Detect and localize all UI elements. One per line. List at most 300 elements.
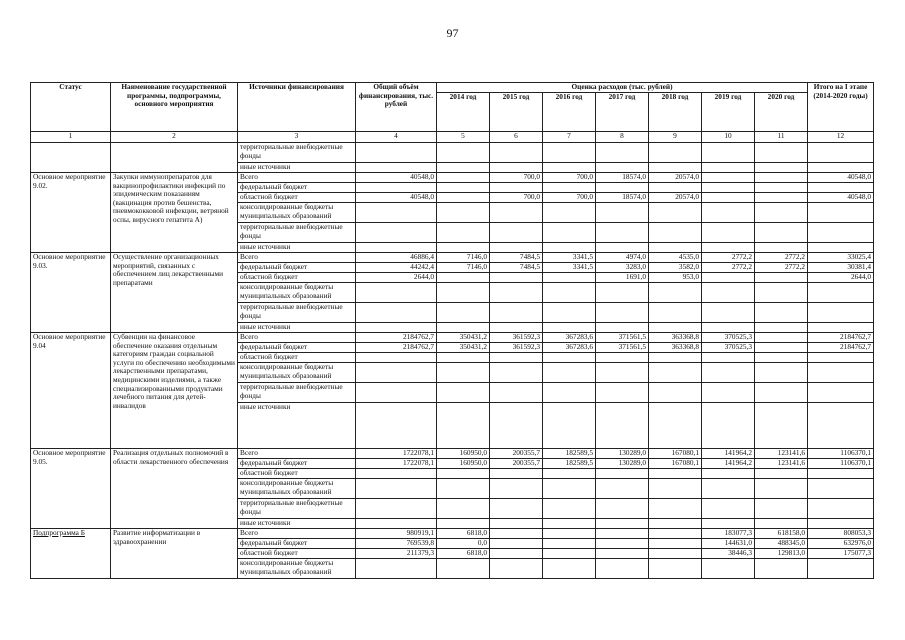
year-value-cell <box>543 383 596 403</box>
stage-total-cell <box>808 163 874 173</box>
year-value-cell <box>596 383 649 403</box>
total-cell <box>356 203 437 223</box>
year-value-cell: 1691,0 <box>596 273 649 283</box>
year-value-cell <box>649 559 702 579</box>
total-cell: 2184762,7 <box>356 333 437 343</box>
year-value-cell <box>543 243 596 253</box>
status-cell <box>31 143 111 173</box>
total-cell <box>356 469 437 479</box>
year-value-cell <box>437 203 490 223</box>
year-value-cell <box>490 383 543 403</box>
year-value-cell <box>755 403 808 449</box>
year-value-cell: 20574,0 <box>649 173 702 183</box>
source-cell: иные источники <box>238 403 356 449</box>
year-value-cell <box>437 243 490 253</box>
year-value-cell <box>490 283 543 303</box>
year-value-cell <box>543 143 596 163</box>
column-number: 9 <box>649 132 702 143</box>
year-value-cell <box>437 559 490 579</box>
source-cell: Всего <box>238 333 356 343</box>
column-number: 4 <box>356 132 437 143</box>
year-value-cell <box>437 353 490 363</box>
stage-total-cell: 1106370,1 <box>808 459 874 469</box>
header-year: 2019 год <box>702 93 755 132</box>
year-value-cell <box>596 559 649 579</box>
table-row <box>31 253 874 263</box>
year-value-cell <box>437 363 490 383</box>
year-value-cell <box>596 539 649 549</box>
year-value-cell <box>755 479 808 499</box>
year-value-cell <box>596 223 649 243</box>
source-cell: областной бюджет <box>238 353 356 363</box>
stage-total-cell <box>808 559 874 579</box>
measure-name-cell: Субвенции на финансовое обеспечение оказания отдельным категориям граждан социальной услуги по обеспечению необходимыми лекарственными препаратами, медицинскими изделиями, а также специализированными продуктами лечебного питания для детей-инвалидов <box>111 333 238 449</box>
stage-total-cell <box>808 183 874 193</box>
year-value-cell <box>543 203 596 223</box>
stage-total-cell: 2184762,7 <box>808 333 874 343</box>
year-value-cell <box>755 243 808 253</box>
year-value-cell <box>437 283 490 303</box>
year-value-cell <box>702 163 755 173</box>
year-value-cell: 3582,0 <box>649 263 702 273</box>
year-value-cell: 182589,5 <box>543 459 596 469</box>
source-cell: территориальные внебюджетные фонды <box>238 223 356 243</box>
stage-total-cell: 1106370,1 <box>808 449 874 459</box>
source-cell: Всего <box>238 529 356 539</box>
source-cell: Всего <box>238 253 356 263</box>
stage-total-cell <box>808 469 874 479</box>
year-value-cell <box>755 203 808 223</box>
year-value-cell <box>437 383 490 403</box>
year-value-cell: 4974,0 <box>596 253 649 263</box>
year-value-cell <box>543 363 596 383</box>
total-cell <box>356 323 437 333</box>
year-value-cell <box>490 243 543 253</box>
year-value-cell <box>437 143 490 163</box>
year-value-cell <box>702 223 755 243</box>
total-cell <box>356 283 437 303</box>
year-value-cell <box>755 183 808 193</box>
year-value-cell <box>755 353 808 363</box>
year-value-cell: 6818,0 <box>437 529 490 539</box>
total-cell <box>356 143 437 163</box>
year-value-cell: 700,0 <box>543 193 596 203</box>
year-value-cell <box>702 183 755 193</box>
stage-total-cell <box>808 243 874 253</box>
year-value-cell <box>490 353 543 363</box>
total-cell: 44242,4 <box>356 263 437 273</box>
year-value-cell <box>702 273 755 283</box>
stage-total-cell <box>808 403 874 449</box>
page-number: 97 <box>446 26 459 40</box>
year-value-cell: 7484,5 <box>490 263 543 273</box>
year-value-cell <box>543 323 596 333</box>
source-cell: территориальные внебюджетные фонды <box>238 383 356 403</box>
year-value-cell <box>596 529 649 539</box>
year-value-cell <box>755 323 808 333</box>
measure-name-cell <box>111 143 238 173</box>
status-cell: Основное мероприятие 9.04 <box>31 333 111 449</box>
total-cell <box>356 303 437 323</box>
year-value-cell <box>649 183 702 193</box>
year-value-cell <box>755 343 808 353</box>
year-value-cell <box>755 143 808 163</box>
year-value-cell <box>596 323 649 333</box>
year-value-cell <box>490 183 543 193</box>
year-value-cell: 3341,5 <box>543 253 596 263</box>
year-value-cell: 160950,0 <box>437 459 490 469</box>
stage-total-cell <box>808 143 874 163</box>
year-value-cell <box>543 469 596 479</box>
column-number: 11 <box>755 132 808 143</box>
year-value-cell <box>649 143 702 163</box>
stage-total-cell <box>808 303 874 323</box>
header-year: 2016 год <box>543 93 596 132</box>
column-number: 7 <box>543 132 596 143</box>
header-year: 2018 год <box>649 93 702 132</box>
year-value-cell <box>596 403 649 449</box>
year-value-cell: 7484,5 <box>490 253 543 263</box>
stage-total-cell: 175077,3 <box>808 549 874 559</box>
total-cell: 2644,0 <box>356 273 437 283</box>
source-cell: территориальные внебюджетные фонды <box>238 499 356 519</box>
year-value-cell <box>543 403 596 449</box>
year-value-cell <box>649 469 702 479</box>
status-cell: Подпрограмма Б <box>31 529 111 579</box>
year-value-cell <box>543 163 596 173</box>
year-value-cell: 130289,0 <box>596 459 649 469</box>
year-value-cell: 0,0 <box>437 539 490 549</box>
year-value-cell <box>543 303 596 323</box>
source-cell: иные источники <box>238 323 356 333</box>
stage-total-cell: 2184762,7 <box>808 343 874 353</box>
year-value-cell <box>543 529 596 539</box>
source-cell: федеральный бюджет <box>238 343 356 353</box>
year-value-cell <box>596 549 649 559</box>
year-value-cell: 6818,0 <box>437 549 490 559</box>
year-value-cell: 182589,5 <box>543 449 596 459</box>
year-value-cell <box>490 303 543 323</box>
column-number: 2 <box>111 132 238 143</box>
year-value-cell: 7146,0 <box>437 253 490 263</box>
year-value-cell <box>649 479 702 499</box>
total-cell: 40548,0 <box>356 193 437 203</box>
total-cell <box>356 223 437 243</box>
year-value-cell <box>755 283 808 303</box>
source-cell: областной бюджет <box>238 193 356 203</box>
column-number: 1 <box>31 132 111 143</box>
year-value-cell <box>649 283 702 303</box>
header-name: Наименование государственной программы, подпрограммы, основного мероприятия <box>111 83 238 132</box>
year-value-cell: 488345,0 <box>755 539 808 549</box>
stage-total-cell: 2644,0 <box>808 273 874 283</box>
year-value-cell: 700,0 <box>490 173 543 183</box>
year-value-cell <box>596 203 649 223</box>
column-number: 6 <box>490 132 543 143</box>
year-value-cell <box>490 403 543 449</box>
year-value-cell <box>755 173 808 183</box>
total-cell <box>356 243 437 253</box>
year-value-cell <box>490 519 543 529</box>
year-value-cell <box>755 519 808 529</box>
year-value-cell: 144631,0 <box>702 539 755 549</box>
total-cell <box>356 403 437 449</box>
year-value-cell: 367283,6 <box>543 333 596 343</box>
year-value-cell <box>596 303 649 323</box>
year-value-cell <box>649 163 702 173</box>
year-value-cell <box>702 479 755 499</box>
stage-total-cell: 40548,0 <box>808 193 874 203</box>
year-value-cell <box>649 223 702 243</box>
source-cell: территориальные внебюджетные фонды <box>238 303 356 323</box>
table-row <box>31 173 874 183</box>
year-value-cell <box>490 143 543 163</box>
year-value-cell <box>437 403 490 449</box>
measure-name-cell: Осуществление организационных мероприятий, связанных с обеспечением лиц лекарственными препаратами <box>111 253 238 333</box>
year-value-cell <box>755 469 808 479</box>
total-cell: 1722078,1 <box>356 459 437 469</box>
measure-name-cell: Развитие информатизации в здравоохранении <box>111 529 238 579</box>
year-value-cell: 361592,3 <box>490 343 543 353</box>
table-row <box>31 449 874 459</box>
source-cell: консолидированные бюджеты муниципальных образований <box>238 559 356 579</box>
year-value-cell <box>543 183 596 193</box>
year-value-cell <box>437 223 490 243</box>
year-value-cell: 4535,0 <box>649 253 702 263</box>
year-value-cell <box>437 479 490 499</box>
total-cell <box>356 479 437 499</box>
total-cell: 2184762,7 <box>356 343 437 353</box>
year-value-cell: 130289,0 <box>596 449 649 459</box>
total-cell <box>356 163 437 173</box>
table-row <box>31 333 874 343</box>
header-year: 2020 год <box>755 93 808 132</box>
year-value-cell: 18574,0 <box>596 173 649 183</box>
status-cell: Основное мероприятие 9.05. <box>31 449 111 529</box>
year-value-cell <box>437 499 490 519</box>
year-value-cell: 618158,0 <box>755 529 808 539</box>
header-year: 2015 год <box>490 93 543 132</box>
year-value-cell <box>702 383 755 403</box>
year-value-cell <box>437 519 490 529</box>
year-value-cell <box>490 559 543 579</box>
year-value-cell <box>702 283 755 303</box>
year-value-cell <box>649 203 702 223</box>
stage-total-cell <box>808 519 874 529</box>
total-cell <box>356 499 437 519</box>
source-cell: консолидированные бюджеты муниципальных образований <box>238 283 356 303</box>
year-value-cell <box>596 283 649 303</box>
total-cell: 980919,1 <box>356 529 437 539</box>
year-value-cell <box>490 539 543 549</box>
year-value-cell <box>437 183 490 193</box>
year-value-cell <box>755 303 808 323</box>
stage-total-cell <box>808 383 874 403</box>
source-cell: консолидированные бюджеты муниципальных образований <box>238 203 356 223</box>
year-value-cell <box>490 273 543 283</box>
stage-total-cell: 33025,4 <box>808 253 874 263</box>
year-value-cell <box>702 173 755 183</box>
stage-total-cell <box>808 353 874 363</box>
total-cell <box>356 519 437 529</box>
source-cell: областной бюджет <box>238 549 356 559</box>
year-value-cell: 2772,2 <box>702 253 755 263</box>
header-total: Общий объём финансирования, тыс. рублей <box>356 83 437 132</box>
source-cell: консолидированные бюджеты муниципальных образований <box>238 479 356 499</box>
year-value-cell: 20574,0 <box>649 193 702 203</box>
year-value-cell: 700,0 <box>543 173 596 183</box>
year-value-cell <box>437 193 490 203</box>
year-value-cell <box>490 163 543 173</box>
year-value-cell: 2772,2 <box>755 263 808 273</box>
year-value-cell <box>755 383 808 403</box>
stage-total-cell <box>808 479 874 499</box>
year-value-cell <box>543 479 596 499</box>
year-value-cell <box>596 519 649 529</box>
year-value-cell: 141964,2 <box>702 449 755 459</box>
stage-total-cell: 808053,3 <box>808 529 874 539</box>
year-value-cell <box>596 499 649 519</box>
year-value-cell <box>596 353 649 363</box>
year-value-cell <box>649 383 702 403</box>
status-cell: Основное мероприятие 9.02. <box>31 173 111 253</box>
year-value-cell <box>755 193 808 203</box>
year-value-cell <box>437 323 490 333</box>
year-value-cell <box>490 549 543 559</box>
stage-total-cell: 30381,4 <box>808 263 874 273</box>
financing-table <box>30 82 874 579</box>
year-value-cell <box>437 163 490 173</box>
source-cell: иные источники <box>238 519 356 529</box>
year-value-cell <box>702 519 755 529</box>
year-value-cell <box>702 203 755 223</box>
stage-total-cell <box>808 223 874 243</box>
year-value-cell: 367283,6 <box>543 343 596 353</box>
total-cell <box>356 363 437 383</box>
year-value-cell: 123141,6 <box>755 449 808 459</box>
year-value-cell: 3283,0 <box>596 263 649 273</box>
source-cell: федеральный бюджет <box>238 263 356 273</box>
stage-total-cell <box>808 283 874 303</box>
year-value-cell <box>490 203 543 223</box>
year-value-cell <box>702 353 755 363</box>
year-value-cell <box>702 469 755 479</box>
year-value-cell <box>596 243 649 253</box>
year-value-cell: 3341,5 <box>543 263 596 273</box>
year-value-cell <box>596 479 649 499</box>
year-value-cell <box>543 539 596 549</box>
column-number: 12 <box>808 132 874 143</box>
year-value-cell <box>649 519 702 529</box>
year-value-cell <box>755 223 808 243</box>
year-value-cell <box>490 323 543 333</box>
year-value-cell <box>702 403 755 449</box>
year-value-cell <box>702 143 755 163</box>
total-cell: 211379,3 <box>356 549 437 559</box>
year-value-cell: 2772,2 <box>702 263 755 273</box>
year-value-cell <box>755 499 808 519</box>
year-value-cell <box>490 529 543 539</box>
source-cell: областной бюджет <box>238 273 356 283</box>
stage-total-cell <box>808 203 874 223</box>
source-cell: консолидированные бюджеты муниципальных образований <box>238 363 356 383</box>
total-cell: 46886,4 <box>356 253 437 263</box>
stage-total-cell <box>808 499 874 519</box>
year-value-cell: 123141,6 <box>755 459 808 469</box>
year-value-cell <box>702 499 755 519</box>
year-value-cell: 167080,1 <box>649 449 702 459</box>
total-cell: 769539,8 <box>356 539 437 549</box>
year-value-cell <box>702 303 755 323</box>
total-cell <box>356 383 437 403</box>
year-value-cell: 200355,7 <box>490 449 543 459</box>
year-value-cell: 167080,1 <box>649 459 702 469</box>
header-stage-total: Итого на I этапе (2014-2020 годы) <box>808 83 874 132</box>
year-value-cell <box>649 549 702 559</box>
source-cell: Всего <box>238 449 356 459</box>
source-cell: иные источники <box>238 243 356 253</box>
year-value-cell: 700,0 <box>490 193 543 203</box>
year-value-cell <box>596 363 649 383</box>
year-value-cell <box>702 559 755 579</box>
year-value-cell <box>543 559 596 579</box>
table-row <box>31 143 874 163</box>
measure-name-cell: Закупки иммунопрепаратов для вакцинопрофилактики инфекций по эпидемическим показаниям (вакцинация против бешенства, пневмококковой инфекции, ветряной оспы, вирусного гепатита А) <box>111 173 238 253</box>
year-value-cell: 200355,7 <box>490 459 543 469</box>
year-value-cell <box>543 273 596 283</box>
status-cell: Основное мероприятие 9.03. <box>31 253 111 333</box>
year-value-cell <box>490 223 543 243</box>
year-value-cell <box>649 243 702 253</box>
header-status: Статус <box>31 83 111 132</box>
header-source: Источники финансирования <box>238 83 356 132</box>
year-value-cell: 361592,3 <box>490 333 543 343</box>
total-cell <box>356 353 437 363</box>
stage-total-cell <box>808 363 874 383</box>
year-value-cell <box>649 403 702 449</box>
year-value-cell <box>755 333 808 343</box>
source-cell: федеральный бюджет <box>238 539 356 549</box>
source-cell: территориальные внебюджетные фонды <box>238 143 356 163</box>
year-value-cell <box>649 363 702 383</box>
year-value-cell <box>490 479 543 499</box>
total-cell: 40548,0 <box>356 173 437 183</box>
source-cell: областной бюджет <box>238 469 356 479</box>
year-value-cell: 370525,3 <box>702 333 755 343</box>
year-value-cell: 2772,2 <box>755 253 808 263</box>
year-value-cell: 7146,0 <box>437 263 490 273</box>
header-year: 2014 год <box>437 93 490 132</box>
year-value-cell <box>543 223 596 243</box>
year-value-cell <box>543 283 596 303</box>
year-value-cell: 363368,8 <box>649 343 702 353</box>
year-value-cell <box>437 273 490 283</box>
year-value-cell: 363368,8 <box>649 333 702 343</box>
year-value-cell <box>490 499 543 519</box>
year-value-cell <box>702 243 755 253</box>
year-value-cell <box>543 519 596 529</box>
year-value-cell <box>596 183 649 193</box>
column-number: 10 <box>702 132 755 143</box>
header-estimate: Оценка расходов (тыс. рублей) <box>437 83 808 93</box>
year-value-cell: 183077,3 <box>702 529 755 539</box>
measure-name-cell: Реализация отдельных полномочий в области лекарственного обеспечения <box>111 449 238 529</box>
year-value-cell: 38446,3 <box>702 549 755 559</box>
year-value-cell <box>437 303 490 323</box>
stage-total-cell <box>808 323 874 333</box>
year-value-cell: 953,0 <box>649 273 702 283</box>
year-value-cell <box>649 323 702 333</box>
